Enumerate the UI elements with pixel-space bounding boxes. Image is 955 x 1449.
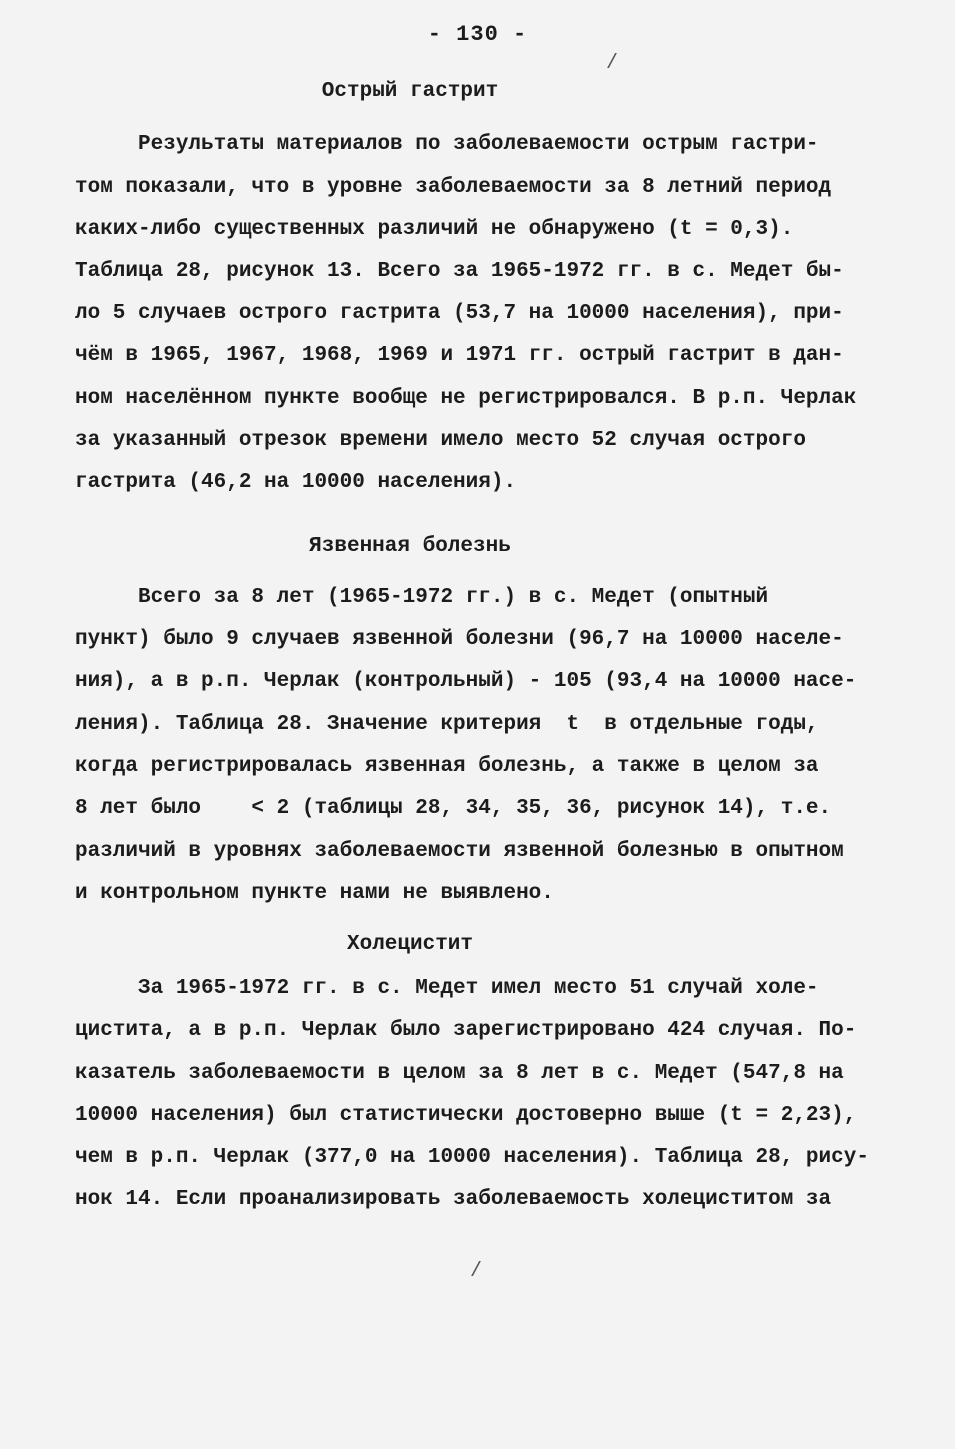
paragraph-line: за указанный отрезок времени имело место 52 случая острого — [75, 429, 806, 452]
paragraph-line: чем в р.п. Черлак (377,0 на 10000 населения). Таблица 28, рису- — [75, 1146, 869, 1169]
paragraph-line: ло 5 случаев острого гастрита (53,7 на 10000 населения), при- — [75, 302, 844, 325]
paragraph-line: том показали, что в уровне заболеваемости за 8 летний период — [75, 176, 832, 199]
paragraph-line: 10000 населения) был статистически достоверно выше (t = 2,23), — [75, 1104, 857, 1127]
paragraph-line: нок 14. Если проанализировать заболеваемость холециститом за — [75, 1188, 832, 1211]
paragraph-line: Результаты материалов по заболеваемости острым гастри- — [75, 133, 819, 156]
section-title-peptic-ulcer: Язвенная болезнь — [309, 535, 511, 558]
stray-mark: / — [470, 1260, 483, 1283]
paragraph-line: чём в 1965, 1967, 1968, 1969 и 1971 гг. острый гастрит в дан- — [75, 344, 844, 367]
paragraph-line: цистита, а в р.п. Черлак было зарегистрировано 424 случая. По- — [75, 1019, 857, 1042]
paragraph-line: пункт) было 9 случаев язвенной болезни (96,7 на 10000 населе- — [75, 628, 844, 651]
paragraph-line: казатель заболеваемости в целом за 8 лет в с. Медет (547,8 на — [75, 1062, 844, 1085]
page-number-header: - 130 - — [427, 22, 528, 47]
paragraph-line: когда регистрировалась язвенная болезнь, а также в целом за — [75, 755, 819, 778]
paragraph-line: ления). Таблица 28. Значение критерия t в отдельные годы, — [75, 713, 819, 736]
section-title-acute-gastritis: Острый гастрит — [321, 80, 499, 103]
paragraph-line: 8 лет было < 2 (таблицы 28, 34, 35, 36, рисунок 14), т.е. — [75, 797, 832, 820]
paragraph-line: Всего за 8 лет (1965-1972 гг.) в с. Медет (опытный — [75, 586, 769, 609]
paragraph-line: ном населённом пункте вообще не регистрировался. В р.п. Черлак — [75, 387, 857, 410]
paragraph-line: гастрита (46,2 на 10000 населения). — [75, 471, 517, 494]
paragraph-line: Таблица 28, рисунок 13. Всего за 1965-1972 гг. в с. Медет бы- — [75, 260, 844, 283]
paragraph-line: ния), а в р.п. Черлак (контрольный) - 105 (93,4 на 10000 насе- — [75, 670, 857, 693]
section-title-cholecystitis: Холецистит — [346, 933, 474, 956]
paragraph-line: и контрольном пункте нами не выявлено. — [75, 882, 554, 905]
stray-mark: / — [606, 52, 619, 75]
paragraph-line: За 1965-1972 гг. в с. Медет имел место 51 случай холе- — [75, 977, 819, 1000]
paragraph-line: различий в уровнях заболеваемости язвенной болезнью в опытном — [75, 840, 844, 863]
paragraph-line: каких-либо существенных различий не обнаружено (t = 0,3). — [75, 218, 794, 241]
